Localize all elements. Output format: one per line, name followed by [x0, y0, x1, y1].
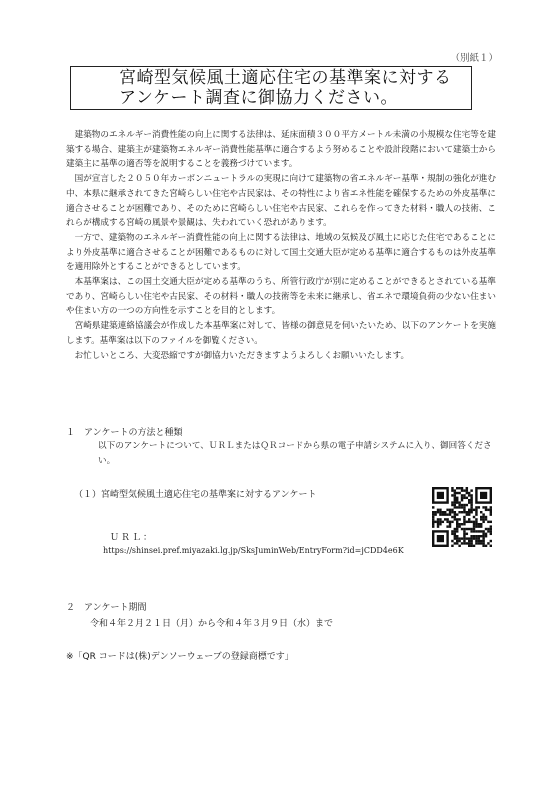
- survey-period: 令和４年２月２１日（月）から令和４年３月９日（水）まで: [90, 619, 334, 629]
- qr-code-icon: [432, 487, 492, 547]
- section2-heading: ２ アンケート期間: [66, 603, 147, 613]
- qr-code[interactable]: [432, 487, 492, 547]
- attachment-label: （別紙１）: [450, 53, 498, 64]
- paragraph-exemption: 一方で、建築物のエネルギー消費性能の向上に関する法律は、地域の気候及び風土に応じた住宅であることにより外皮基準に適合させることが困難であるものに対して国土交通大臣が定める基準に適合するものは外皮基準を適用除外とすることができるとしています。: [66, 232, 496, 273]
- title-line-2: アンケート調査に御協力ください。: [119, 87, 398, 108]
- paragraph-survey-request: 宮崎県建築連絡協議会が作成した本基準案に対して、皆様の御意見を伺いたいため、以下のアンケートを実施します。基準案は以下のファイルを御覧ください。: [66, 321, 496, 346]
- paragraph-law-overview: 建築物のエネルギー消費性能の向上に関する法律は、延床面積３００平方メートル未満の小規模な住宅等を建築する場合、建築主が建築物エネルギー消費性能基準に適合するよう努めることや設計段階において建築士から建築主に基準の適否等を説明することを義務づけています。: [66, 130, 496, 170]
- title-line-1: 宮崎型気候風土適応住宅の基準案に対する: [119, 68, 452, 88]
- trademark-note: ※「QR コードは(株)デンソーウェーブの登録商標です」: [66, 652, 294, 662]
- paragraph-closing: お忙しいところ、大変恐縮ですが御協力いただきますようよろしくお願いいたします。: [74, 350, 410, 361]
- paragraph-standard-purpose: 本基準案は、この国土交通大臣が定める基準のうち、所管行政庁が別に定めることができるとされている基準であり、宮崎らしい住宅や古民家、その材料・職人の技術等を未来に継承し、省エネで環境負荷の少ない住まいや住まい方の一つの方向性を示すことを目的とします。: [66, 277, 496, 317]
- paragraph-carbon-neutral: 国が宣言した２０５０年カーボンニュートラルの実現に向けて建築物の省エネルギー基準・規制の強化が進む中、本県に継承されてきた宮崎らしい住宅や古民家は、その特性により省エネ性能を確保するための外皮基準に適合させることが困難であり、そのために宮崎らしい住宅や古民家、これらを作ってきた材料・職人の技術、これらが構成する宮崎の風景や景観は、失われていく恐れがあります。: [66, 174, 496, 229]
- section1-text: 以下のアンケートについて、ＵＲＬまたはＱＲコードから県の電子申請システムに入り、御回答ください。: [98, 441, 492, 466]
- survey-item-title: （１）宮崎型気候風土適応住宅の基準案に対するアンケート: [74, 490, 317, 500]
- section1-heading: １ アンケートの方法と種類: [66, 428, 183, 438]
- title-box: [70, 66, 472, 110]
- url-label: ＵＲＬ：: [110, 533, 155, 543]
- intro-body: [66, 128, 496, 363]
- survey-url-link[interactable]: https://shinsei.pref.miyazaki.lg.jp/SksJuminWeb/EntryForm?id=jCDD4e6K: [103, 546, 404, 555]
